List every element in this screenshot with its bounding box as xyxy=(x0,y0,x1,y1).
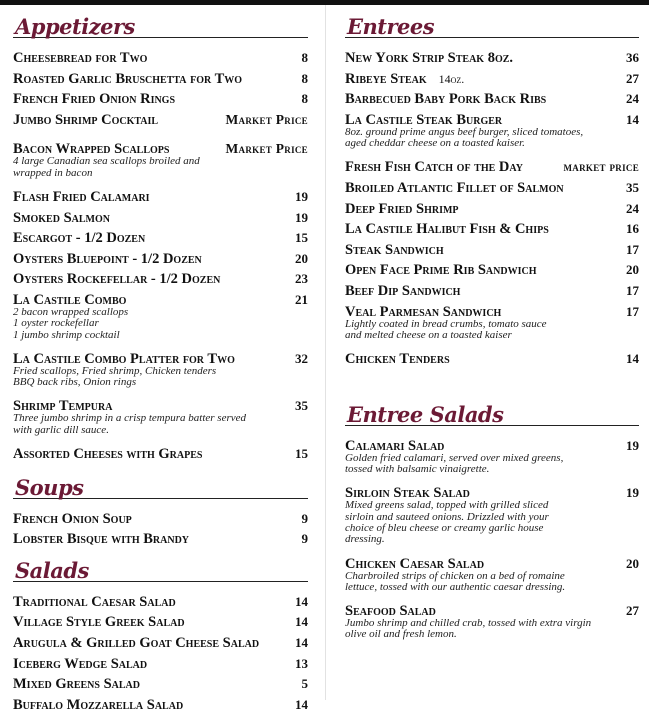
menu-item xyxy=(13,89,308,110)
section-heading xyxy=(13,552,308,582)
item-description: Fried scallops, Fried shrimp, Chicken tenders xyxy=(13,364,217,377)
item-price: 32 xyxy=(295,350,308,366)
item-row xyxy=(13,228,308,249)
item-description: BBQ back ribs, Onion rings xyxy=(13,376,137,389)
item-name xyxy=(345,260,620,281)
menu-item xyxy=(13,69,308,90)
item-name xyxy=(13,293,289,307)
item-name xyxy=(13,228,289,249)
menu-item xyxy=(345,48,639,69)
item-name-text: Sirloin Steak Salad xyxy=(345,485,470,502)
item-name-text: Oysters Bluepoint - 1/2 Dozen xyxy=(13,250,202,267)
item-name-text: Arugula & Grilled Goat Cheese Salad xyxy=(13,634,260,651)
menu-item xyxy=(345,178,639,199)
item-price: 9 xyxy=(301,531,308,547)
item-description: Golden fried calamari, served over mixed greens, xyxy=(345,451,564,464)
item-description: 4 large Canadian sea scallops broiled and xyxy=(13,155,200,168)
item-row xyxy=(345,240,639,261)
item-size-note: 14oz. xyxy=(438,71,465,86)
item-name-text: Assorted Cheeses with Grapes xyxy=(13,446,203,463)
item-description: 1 jumbo shrimp cocktail xyxy=(13,328,120,341)
section-title: Appetizers xyxy=(15,14,135,39)
item-price: 23 xyxy=(295,271,308,287)
item-row xyxy=(345,89,639,110)
section-title: Salads xyxy=(15,557,89,583)
item-name xyxy=(13,399,289,413)
item-name-text: New York Strip Steak 8oz. xyxy=(345,50,514,66)
item-description: and melted cheese on a toasted kaiser xyxy=(345,328,512,341)
section-title: Entree Salads xyxy=(347,401,504,427)
item-description: 2 bacon wrapped scallops xyxy=(13,305,129,318)
item-name xyxy=(13,674,296,695)
item-price: 19 xyxy=(295,209,308,225)
item-name xyxy=(13,142,220,156)
menu-item xyxy=(13,592,308,613)
item-row xyxy=(13,208,308,229)
item-row xyxy=(345,157,639,178)
item-name xyxy=(345,486,620,500)
item-name-text: Chicken Tenders xyxy=(345,351,450,368)
item-price: 20 xyxy=(295,250,308,266)
item-price: 9 xyxy=(301,510,308,526)
menu-item xyxy=(13,633,308,654)
item-price: 17 xyxy=(626,303,639,319)
entree-salads-section xyxy=(345,396,639,649)
item-name xyxy=(13,592,289,613)
item-row xyxy=(13,509,308,530)
item-row xyxy=(345,199,639,220)
section-title: Soups xyxy=(15,474,84,500)
item-description: Jumbo shrimp and chilled crab, tossed with extra virgin xyxy=(345,617,592,630)
item-row xyxy=(13,249,308,270)
item-name xyxy=(13,89,296,110)
section-heading xyxy=(345,396,639,426)
item-price: 14 xyxy=(295,634,308,650)
item-price: 27 xyxy=(626,603,639,619)
menu-item xyxy=(13,674,308,695)
item-name-text: Escargot - 1/2 Dozen xyxy=(13,230,146,247)
item-row xyxy=(13,48,308,69)
menu-item xyxy=(345,199,639,220)
menu-item xyxy=(345,601,639,649)
item-row xyxy=(13,142,308,156)
item-price: Market Price xyxy=(225,111,308,127)
item-name xyxy=(13,633,289,654)
item-price: 35 xyxy=(295,398,308,414)
item-description: Three jumbo shrimp in a crisp tempura batter served xyxy=(13,412,247,425)
item-price: 8 xyxy=(301,50,308,65)
item-name xyxy=(345,557,620,571)
item-name xyxy=(13,612,289,633)
item-name xyxy=(345,48,620,69)
item-description: Lightly coated in bread crumbs, tomato sauce xyxy=(345,317,547,330)
item-name-text: Roasted Garlic Bruschetta for Two xyxy=(13,70,243,87)
item-name-text: Veal Parmesan Sandwich xyxy=(345,303,502,320)
item-price: 27 xyxy=(626,70,639,86)
menu-item xyxy=(13,529,308,550)
menu-item xyxy=(13,228,308,249)
section-heading xyxy=(13,8,308,38)
menu-item xyxy=(345,260,639,281)
item-name-text: French Onion Soup xyxy=(13,510,132,527)
item-description: dressing. xyxy=(345,533,385,546)
item-price: 16 xyxy=(626,221,639,237)
item-name xyxy=(345,240,620,261)
menu-item xyxy=(13,695,308,715)
item-row xyxy=(13,444,308,465)
menu-item xyxy=(345,281,639,302)
column-divider xyxy=(325,5,326,700)
item-name xyxy=(345,69,620,90)
item-name xyxy=(345,281,620,302)
item-name xyxy=(13,187,289,208)
item-name-text: Flash Fried Calamari xyxy=(13,188,150,205)
item-name-text: Shrimp Tempura xyxy=(13,398,113,415)
item-name xyxy=(13,69,296,90)
item-row xyxy=(345,178,639,199)
item-name-text: La Castile Halibut Fish & Chips xyxy=(345,221,549,238)
menu-item xyxy=(13,187,308,208)
item-price: 14 xyxy=(626,111,639,127)
menu-item xyxy=(345,89,639,110)
item-row xyxy=(13,612,308,633)
item-name xyxy=(13,48,296,69)
item-name xyxy=(13,208,289,229)
menu-item xyxy=(13,48,308,69)
item-row xyxy=(345,281,639,302)
item-row xyxy=(345,260,639,281)
item-name xyxy=(345,113,620,127)
entrees-section xyxy=(345,8,639,370)
item-row xyxy=(13,654,308,675)
item-row xyxy=(13,69,308,90)
item-price: 5 xyxy=(301,676,308,692)
menu-item xyxy=(13,208,308,229)
item-description: lettuce, tossed with our authentic caesar dressing. xyxy=(345,580,566,593)
item-name xyxy=(345,439,620,453)
item-name-text: Cheesebread for Two xyxy=(13,50,148,66)
item-name-text: Jumbo Shrimp Cocktail xyxy=(13,111,159,128)
item-name xyxy=(345,349,620,370)
left-column xyxy=(13,8,308,715)
item-price: 20 xyxy=(626,555,639,571)
item-name xyxy=(345,305,620,319)
section-heading xyxy=(345,8,639,38)
item-name-text: Smoked Salmon xyxy=(13,209,110,226)
item-price: 36 xyxy=(626,50,639,65)
item-description: Mixed greens salad, topped with grilled sliced xyxy=(345,499,549,512)
item-name xyxy=(345,219,620,240)
item-description: aged cheddar cheese on a toasted kaiser. xyxy=(345,137,525,150)
menu-item xyxy=(13,349,308,397)
menu-item xyxy=(13,290,308,349)
item-row xyxy=(345,219,639,240)
item-name xyxy=(13,695,289,715)
item-price: 19 xyxy=(626,485,639,501)
item-row xyxy=(13,187,308,208)
soups-section xyxy=(13,469,308,550)
item-price: 21 xyxy=(295,291,308,307)
item-name-text: La Castile Combo xyxy=(13,291,127,308)
item-name-text: La Castile Steak Burger xyxy=(345,111,503,128)
item-description: Charbroiled strips of chicken on a bed of romaine xyxy=(345,569,565,582)
item-name-text: Village Style Greek Salad xyxy=(13,614,185,631)
menu-item xyxy=(13,396,308,444)
item-price: 8 xyxy=(301,70,308,86)
item-name-text: French Fried Onion Rings xyxy=(13,91,176,108)
item-row xyxy=(345,48,639,69)
item-row xyxy=(345,113,639,127)
menu-item xyxy=(13,444,308,465)
item-row xyxy=(13,529,308,550)
item-name-text: Oysters Rockefellar - 1/2 Dozen xyxy=(13,271,221,288)
item-name xyxy=(345,604,620,618)
item-name xyxy=(13,444,289,465)
item-price: 13 xyxy=(295,655,308,671)
item-name-text: Mixed Greens Salad xyxy=(13,676,140,693)
item-price: 15 xyxy=(295,230,308,246)
menu-item xyxy=(345,483,639,553)
menu-item xyxy=(345,157,639,178)
item-name-text: Seafood Salad xyxy=(345,603,436,620)
item-row xyxy=(13,110,308,131)
item-row xyxy=(13,674,308,695)
item-name xyxy=(345,199,620,220)
appetizers-section xyxy=(13,8,308,465)
menu-item xyxy=(13,110,308,131)
item-name xyxy=(345,178,620,199)
item-name-text: Lobster Bisque with Brandy xyxy=(13,531,190,548)
item-name xyxy=(345,89,620,110)
menu-item xyxy=(345,349,639,370)
item-row xyxy=(345,305,639,319)
item-price: 17 xyxy=(626,282,639,298)
item-name-text: Open Face Prime Rib Sandwich xyxy=(345,262,537,279)
salads-section xyxy=(13,552,308,715)
item-description: choice of bleu cheese or creamy garlic house xyxy=(345,521,544,534)
item-name-text: La Castile Combo Platter for Two xyxy=(13,350,235,367)
item-price: 24 xyxy=(626,200,639,216)
item-name-text: Bacon Wrapped Scallops xyxy=(13,141,170,158)
item-row xyxy=(13,592,308,613)
item-price: market price xyxy=(563,159,639,175)
right-column xyxy=(345,8,639,649)
item-description: olive oil and fresh lemon. xyxy=(345,628,457,641)
item-row xyxy=(13,633,308,654)
item-name-text: Traditional Caesar Salad xyxy=(13,593,176,610)
item-description: sirloin and sauteed onions. Drizzled with your xyxy=(345,510,549,523)
item-row xyxy=(13,399,308,413)
menu-item xyxy=(345,302,639,350)
item-row xyxy=(13,293,308,307)
item-price: 14 xyxy=(295,696,308,712)
item-price: 35 xyxy=(626,179,639,195)
item-price: 15 xyxy=(295,446,308,462)
menu-item xyxy=(13,139,308,187)
item-name-text: Chicken Caesar Salad xyxy=(345,555,485,572)
item-row xyxy=(345,439,639,453)
item-name xyxy=(13,654,289,675)
item-name-text: Ribeye Steak xyxy=(345,70,427,87)
section-title: Entrees xyxy=(347,14,435,39)
item-price: 14 xyxy=(626,351,639,367)
item-row xyxy=(345,604,639,618)
section-heading xyxy=(13,469,308,499)
item-row xyxy=(345,486,639,500)
menu-item xyxy=(345,219,639,240)
item-name-text: Iceberg Wedge Salad xyxy=(13,655,148,672)
item-name xyxy=(13,269,289,290)
menu-item xyxy=(345,69,639,90)
item-name xyxy=(13,352,289,366)
item-name-text: Calamari Salad xyxy=(345,437,445,454)
item-row xyxy=(345,69,639,90)
menu-item xyxy=(345,240,639,261)
item-description: wrapped in bacon xyxy=(13,166,93,179)
item-name xyxy=(13,509,296,530)
item-name xyxy=(13,529,296,550)
item-price: 17 xyxy=(626,241,639,257)
item-price: 19 xyxy=(626,437,639,453)
item-description: tossed with balsamic vinaigrette. xyxy=(345,463,490,476)
item-price: 14 xyxy=(295,614,308,630)
item-name-text: Beef Dip Sandwich xyxy=(345,282,461,299)
item-description: 8oz. ground prime angus beef burger, sliced tomatoes, xyxy=(345,125,584,138)
item-row xyxy=(13,352,308,366)
item-price: 14 xyxy=(295,593,308,609)
item-description: 1 oyster rockefellar xyxy=(13,317,99,330)
item-name-text: Fresh Fish Catch of the Day xyxy=(345,159,523,176)
item-name-text: Steak Sandwich xyxy=(345,241,444,258)
item-row xyxy=(345,349,639,370)
item-name-text: Buffalo Mozzarella Salad xyxy=(13,696,184,713)
item-row xyxy=(13,695,308,715)
item-row xyxy=(13,269,308,290)
item-name xyxy=(13,249,289,270)
menu-item xyxy=(13,654,308,675)
menu-item xyxy=(345,554,639,602)
item-name-text: Deep Fried Shrimp xyxy=(345,200,459,217)
item-price: Market Price xyxy=(225,141,308,157)
item-price: 20 xyxy=(626,262,639,278)
menu-item xyxy=(13,269,308,290)
item-name xyxy=(345,157,558,178)
item-description: with garlic dill sauce. xyxy=(13,423,109,436)
menu-item xyxy=(345,436,639,484)
item-name-text: Barbecued Baby Pork Back Ribs xyxy=(345,91,547,108)
menu-item xyxy=(13,509,308,530)
item-name-text: Broiled Atlantic Fillet of Salmon xyxy=(345,179,564,196)
item-name xyxy=(13,110,220,131)
item-price: 8 xyxy=(301,91,308,107)
item-price: 19 xyxy=(295,188,308,204)
menu-item xyxy=(13,249,308,270)
menu-item xyxy=(13,612,308,633)
item-price: 24 xyxy=(626,91,639,107)
menu-item xyxy=(345,110,639,158)
item-row xyxy=(345,557,639,571)
item-row xyxy=(13,89,308,110)
